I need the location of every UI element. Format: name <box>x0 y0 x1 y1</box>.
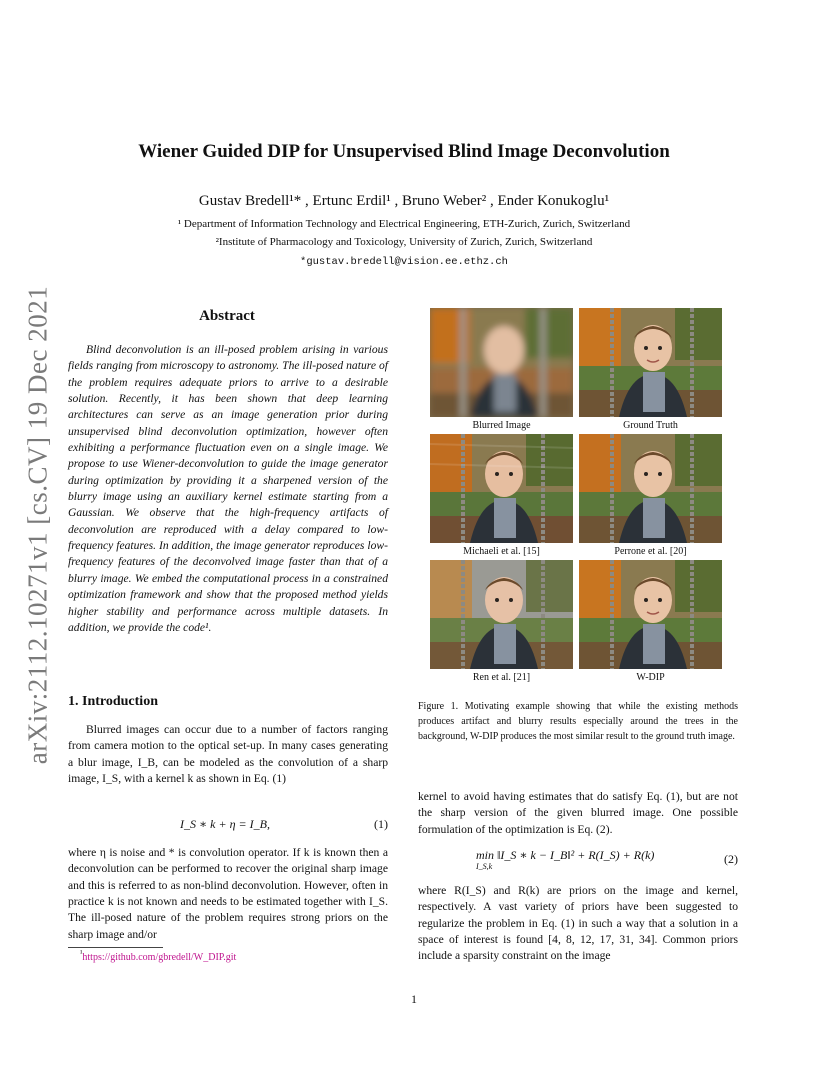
authors: Gustav Bredell¹* , Ertunc Erdil¹ , Bruno Weber² , Ender Konukoglu¹ <box>198 193 610 209</box>
figure-cell-ground-truth <box>579 308 722 431</box>
wdip-image <box>579 560 722 669</box>
right-paragraph-2: where R(I_S) and R(k) are priors on the image and kernel, respectively. A vast variety of priors have been suggested to regularize the problem in Eq. (1) in such a way that a solution in a space of interest is found [4, 8, 12, 17, 31, 34]. Common priors include a sparsity constraint on the image <box>418 884 738 963</box>
intro-paragraph-1: Blurred images can occur due to a number of factors ranging from camera motion to the optical set-up. In many cases generating a blur image, I_B, can be modeled as the convolution of a sharp image, I_S, with a kernel k as shown in Eq. (1) <box>68 723 388 786</box>
caption-ground-truth: Ground Truth <box>623 420 678 431</box>
caption-michaeli: Michaeli et al. [15] <box>463 546 540 557</box>
figure-cell-ren <box>430 560 573 683</box>
footnote <box>80 948 237 963</box>
paper-title: Wiener Guided DIP for Unsupervised Blind Image Deconvolution <box>138 141 670 162</box>
arxiv-id: arXiv:2112.10271v1 [cs.CV] 19 Dec 2021 <box>22 285 53 765</box>
equation-2-number: (2) <box>724 852 738 866</box>
equation-2-body: min ‖I_S ∗ k − I_B‖² + R(I_S) + R(k) <box>476 848 655 862</box>
arxiv-sidebar <box>18 285 58 765</box>
figure-cell-michaeli <box>430 434 573 557</box>
caption-blurred: Blurred Image <box>472 420 531 431</box>
blurred-image <box>430 308 573 417</box>
ren-image <box>430 560 573 669</box>
ground-truth-image <box>579 308 722 417</box>
figure-cell-blurred <box>430 308 573 431</box>
equation-1-body: I_S ∗ k + η = I_B, <box>180 817 270 831</box>
contact-email: *gustav.bredell@vision.ee.ethz.ch <box>300 256 508 268</box>
michaeli-image <box>430 434 573 543</box>
abstract-heading: Abstract <box>199 308 255 324</box>
affiliation-1: ¹ Department of Information Technology and Electrical Engineering, ETH-Zurich, Zurich, Switzerland <box>177 218 631 230</box>
caption-wdip: W-DIP <box>636 672 665 683</box>
caption-perrone: Perrone et al. [20] <box>614 546 687 557</box>
affiliation-2: ²Institute of Pharmacology and Toxicology, University of Zurich, Zurich, Switzerland <box>215 236 593 248</box>
equation-2-subscript: I_S,k <box>476 862 493 871</box>
figure-cell-perrone <box>579 434 722 557</box>
right-paragraph-1: kernel to avoid having estimates that do satisfy Eq. (1), but are not the sharp version of the given blurred image. One possible formulation of the optimization is Eq. (2). <box>418 790 738 836</box>
figure-caption: Figure 1. Motivating example showing that while the existing methods produces artifact and blurry results especially around the trees in the background, W-DIP produces the most similar result to the ground truth image. <box>418 701 738 742</box>
code-link[interactable]: https://github.com/gbredell/W_DIP.git <box>82 952 237 963</box>
abstract-text: Blind deconvolution is an ill-posed problem arising in various fields ranging from microscopy to astronomy. The ill-posed nature of the problem requires adequate priors to arrive to a desirable solution. Recently, it has been shown that deep learning architectures can serve as an image generation prior during unsupervised blind deconvolution optimization, however often exhibiting a performance fluctuation even on a single image. We propose to use Wiener-deconvolution to guide the image generator during optimization by providing it a sharpened version of the blurry image using an auxiliary kernel estimate starting from a Gaussian. We observe that the high-frequency artifacts of deconvolution are reproduced with a delay compared to low-frequency features. In addition, the image generator reproduces low-frequency features of the deconvolved image faster than that of a blurry image. We embed the computational process in a constrained optimization framework and show that the proposed method yields higher stability and performance across multiple datasets. In addition, we provide the code¹. <box>68 343 388 634</box>
intro-paragraph-2: where η is noise and * is convolution operator. If k is known then a deconvolution can be performed to recover the original sharp image and this is referred to as non-blind deconvolution. However, often in practice k is not known and needs to be estimated together with I_S. The ill-posed nature of the problem requires strong priors on the sharp image and/or <box>68 846 388 941</box>
caption-ren: Ren et al. [21] <box>472 672 531 683</box>
equation-1-number: (1) <box>374 817 388 831</box>
footnote-marker: ¹ <box>80 948 83 958</box>
figure-cell-wdip <box>579 560 722 683</box>
perrone-image <box>579 434 722 543</box>
section-heading-introduction: 1. Introduction <box>68 694 158 709</box>
page-number: 1 <box>411 992 417 1006</box>
